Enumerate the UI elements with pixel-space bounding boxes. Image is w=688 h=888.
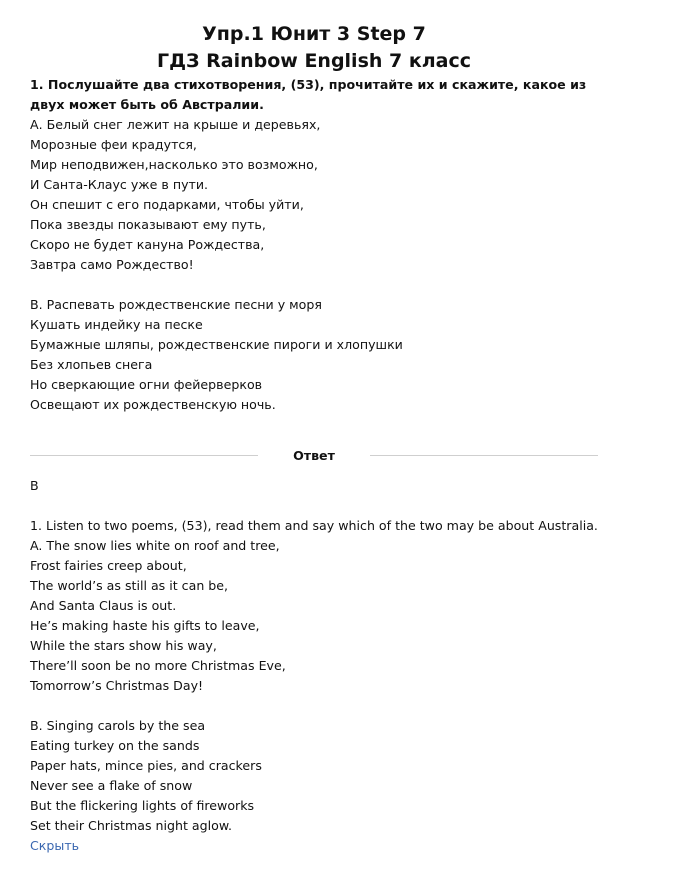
answer-divider xyxy=(30,446,598,466)
poem-line: Tomorrow’s Christmas Day! xyxy=(30,678,204,693)
poem-line: A. The snow lies white on roof and tree, xyxy=(30,538,280,553)
poem-line: B. Singing carols by the sea xyxy=(30,718,206,733)
divider-line-right xyxy=(370,455,598,456)
poem-line: There’ll soon be no more Christmas Eve, xyxy=(30,658,286,673)
hide-answer-link[interactable]: Скрыть xyxy=(30,838,80,853)
poem-line: Бумажные шляпы, рождественские пироги и хлопушки xyxy=(30,337,403,352)
spacer xyxy=(30,496,598,516)
poem-line: Set their Christmas night aglow. xyxy=(30,818,232,833)
poem-line: The world’s as still as it can be, xyxy=(30,578,229,593)
poem-line: Eating turkey on the sands xyxy=(30,738,200,753)
poem-line: Кушать индейку на песке xyxy=(30,317,203,332)
answer-choice: B xyxy=(30,478,39,493)
poem-line: And Santa Claus is out. xyxy=(30,598,177,613)
poem-line: He’s making haste his gifts to leave, xyxy=(30,618,260,633)
poem-line: Скоро не будет кануна Рождества, xyxy=(30,237,265,252)
poem-line: Завтра само Рождество! xyxy=(30,257,194,272)
poem-line: While the stars show his way, xyxy=(30,638,217,653)
poem-line: Он спешит с его подарками, чтобы уйти, xyxy=(30,197,304,212)
poem-line: А. Белый снег лежит на крыше и деревьях, xyxy=(30,117,321,132)
poem-line: Paper hats, mince pies, and crackers xyxy=(30,758,262,773)
answer-poem-b xyxy=(30,716,598,836)
poem-line: В. Распевать рождественские песни у моря xyxy=(30,297,322,312)
poem-line: Пока звезды показывают ему путь, xyxy=(30,217,266,232)
answer-poem-a xyxy=(30,536,598,696)
spacer xyxy=(30,275,600,295)
question-poem-b xyxy=(30,295,600,415)
spacer xyxy=(30,696,598,716)
poem-line: Освещают их рождественскую ночь. xyxy=(30,397,276,412)
poem-line: Frost fairies creep about, xyxy=(30,558,187,573)
poem-line: И Санта-Клаус уже в пути. xyxy=(30,177,209,192)
page-title xyxy=(0,21,628,75)
page-title-line-2: ГДЗ Rainbow English 7 класс xyxy=(156,49,472,72)
question-heading: 1. Послушайте два стихотворения, (53), прочитайте их и скажите, какое из двух может быть об Австралии. xyxy=(30,77,587,112)
answer-block xyxy=(30,476,598,856)
poem-line: But the flickering lights of fireworks xyxy=(30,798,255,813)
page-title-line-1: Упр.1 Юнит 3 Step 7 xyxy=(202,22,426,45)
answer-heading: 1. Listen to two poems, (53), read them and say which of the two may be about Australia. xyxy=(30,518,598,533)
poem-line: Never see a flake of snow xyxy=(30,778,193,793)
question-poem-a xyxy=(30,115,600,275)
answer-divider-label: Ответ xyxy=(293,448,335,463)
poem-line: Но сверкающие огни фейерверков xyxy=(30,377,263,392)
question-block xyxy=(30,75,600,415)
poem-line: Морозные феи крадутся, xyxy=(30,137,197,152)
poem-line: Мир неподвижен,насколько это возможно, xyxy=(30,157,318,172)
poem-line: Без хлопьев снега xyxy=(30,357,153,372)
